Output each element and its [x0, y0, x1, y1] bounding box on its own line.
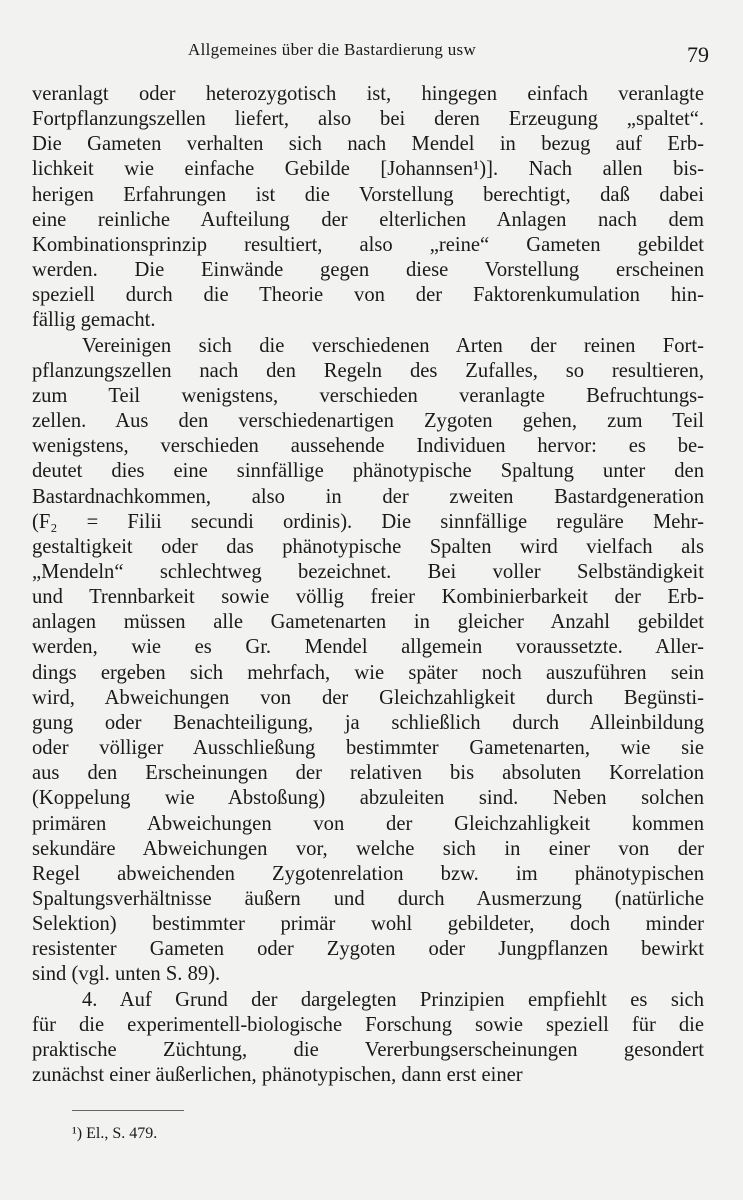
text-line: Selektion) bestimmter primär wohl gebildeter, doch minder	[32, 913, 704, 936]
footnote: ¹) El., S. 479.	[72, 1125, 158, 1142]
page-number: 79	[687, 42, 709, 67]
text-line: Vereinigen sich die verschiedenen Arten der reinen Fort-	[82, 334, 704, 357]
text-line: sind (vgl. unten S. 89).	[32, 963, 221, 986]
text-line: wenigstens, verschieden aussehende Individuen hervor: es be-	[32, 435, 704, 458]
text-line: herigen Erfahrungen ist die Vorstellung berechtigt, daß dabei	[32, 183, 704, 206]
text-line: zellen. Aus den verschiedenartigen Zygoten gehen, zum Teil	[32, 410, 704, 433]
text-line: Kombinationsprinzip resultiert, also „reine“ Gameten gebildet	[32, 233, 704, 256]
text-line: zunächst einer äußerlichen, phänotypischen, dann erst einer	[32, 1064, 523, 1087]
text-line: zum Teil wenigstens, verschieden veranlagte Befruchtungs-	[32, 384, 704, 407]
text-line: Regel abweichenden Zygotenrelation bzw. im phänotypischen	[32, 862, 704, 885]
text-line: aus den Erscheinungen der relativen bis absoluten Korrelation	[32, 762, 704, 785]
text-line: Die Gameten verhalten sich nach Mendel in bezug auf Erb-	[32, 133, 704, 156]
text-line: „Mendeln“ schlechtweg bezeichnet. Bei voller Selbständigkeit	[32, 560, 704, 583]
footnote-rule	[72, 1110, 184, 1111]
text-line: fällig gemacht.	[32, 309, 156, 332]
text-line: für die experimentell-biologische Forschung sowie speziell für die	[32, 1013, 704, 1036]
text-line: (Koppelung wie Abstoßung) abzuleiten sind. Neben solchen	[32, 787, 704, 810]
text-line: werden, wie es Gr. Mendel allgemein voraussetzte. Aller-	[32, 636, 704, 659]
body-text	[32, 82, 704, 1088]
text-line: wird, Abweichungen von der Gleichzahligkeit durch Begünsti-	[32, 686, 704, 709]
text-line: speziell durch die Theorie von der Faktorenkumulation hin-	[32, 284, 704, 307]
text-line: anlagen müssen alle Gametenarten in gleicher Anzahl gebildet	[32, 611, 704, 634]
text-line: veranlagt oder heterozygotisch ist, hingegen einfach veranlagte	[32, 83, 704, 105]
text-line: eine reinliche Aufteilung der elterlichen Anlagen nach dem	[32, 208, 704, 231]
text-line: pflanzungszellen nach den Regeln des Zufalles, so resultieren,	[32, 359, 704, 382]
text-line: gung oder Benachteiligung, ja schließlich durch Alleinbildung	[32, 711, 704, 734]
text-line: (F₂ = Filii secundi ordinis). Die sinnfällige reguläre Mehr-	[32, 510, 704, 533]
text-line: gestaltigkeit oder das phänotypische Spalten wird vielfach als	[32, 535, 704, 558]
text-line: Fortpflanzungszellen liefert, also bei deren Erzeugung „spaltet“.	[32, 108, 704, 131]
text-line: praktische Züchtung, die Vererbungserscheinungen gesondert	[32, 1038, 704, 1061]
page-header	[0, 38, 743, 68]
text-line: oder völliger Ausschließung bestimmter Gametenarten, wie sie	[32, 737, 704, 760]
text-line: und Trennbarkeit sowie völlig freier Kombinierbarkeit der Erb-	[32, 586, 704, 609]
text-line: primären Abweichungen von der Gleichzahligkeit kommen	[32, 812, 704, 835]
text-line: dings ergeben sich mehrfach, wie später noch auszuführen sein	[32, 661, 704, 684]
text-line: sekundäre Abweichungen vor, welche sich in einer von der	[32, 837, 704, 860]
text-line: deutet dies eine sinnfällige phänotypische Spaltung unter den	[32, 460, 704, 483]
text-line: lichkeit wie einfache Gebilde [Johannsen¹)]. Nach allen bis-	[32, 158, 704, 181]
text-line: Bastardnachkommen, also in der zweiten Bastardgeneration	[32, 485, 704, 508]
text-line: Spaltungsverhältnisse äußern und durch Ausmerzung (natürliche	[32, 888, 704, 910]
text-line: 4. Auf Grund der dargelegten Prinzipien empfiehlt es sich	[82, 988, 704, 1011]
text-line: resistenter Gameten oder Zygoten oder Jungpflanzen bewirkt	[32, 938, 704, 961]
text-line: werden. Die Einwände gegen diese Vorstellung erscheinen	[32, 259, 704, 282]
running-head: Allgemeines über die Bastardierung usw	[188, 40, 477, 59]
